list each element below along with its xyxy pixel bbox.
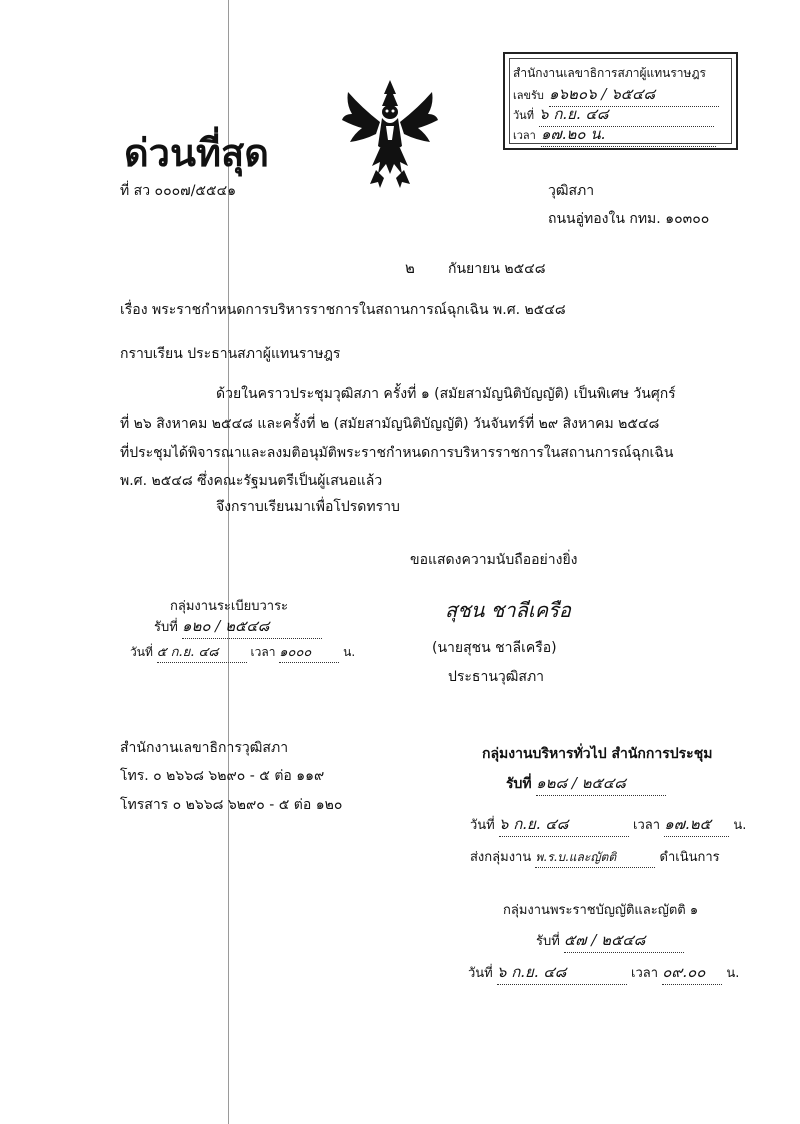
stamp-bottom-time-label: เวลา: [631, 966, 659, 981]
date-day: ๒: [405, 259, 415, 277]
stamp-top-no-value: ๑๖๒๐๖ / ๖๕๔๘: [549, 82, 719, 107]
stamp-top-time-label: เวลา: [513, 129, 536, 142]
stamp-mid-action: ดำเนินการ: [659, 850, 720, 865]
stamp-left-no-value: ๑๒๐ / ๒๕๔๘: [182, 614, 322, 639]
garuda-emblem-icon: [340, 78, 440, 190]
signer-name: (นายสุชน ชาลีเครือ): [432, 640, 557, 656]
stamp-bottom-date-value: ๖ ก.ย. ๔๘: [497, 960, 627, 985]
reference-number: ที่ สว ๐๐๐๗/๕๕๔๑: [120, 183, 237, 199]
stamp-bottom-title: กลุ่มงานพระราชบัญญัติและญัตติ ๑: [503, 903, 699, 918]
sender-name: วุฒิสภา: [548, 183, 595, 199]
stamp-mid-time-value: ๑๗.๒๕: [664, 812, 729, 837]
body-line-5: จึงกราบเรียนมาเพื่อโปรดทราบ: [216, 499, 400, 515]
subject-line: เรื่อง พระราชกำหนดการบริหารราชการในสถานการณ์ฉุกเฉิน พ.ศ. ๒๕๔๘: [120, 302, 566, 318]
stamp-mid-title: กลุ่มงานบริหารทั่วไป สำนักการประชุม: [482, 746, 713, 762]
stamp-left-no-label: รับที่: [154, 620, 178, 635]
stamp-bottom-time-value: ๐๙.๐๐: [662, 960, 722, 985]
stamp-mid-time-label: เวลา: [633, 818, 661, 833]
stamp-left-date-value: ๕ ก.ย. ๔๘: [157, 641, 247, 663]
stamp-mid-send-label: ส่งกลุ่มงาน: [470, 850, 532, 865]
stamp-mid-no-value: ๑๒๘ / ๒๕๔๘: [536, 771, 666, 796]
stamp-top-office: สำนักงานเลขาธิการสภาผู้แทนราษฎร: [513, 66, 706, 80]
stamp-left-time-value: ๑๐๐๐: [279, 641, 339, 663]
stamp-top-time-value: ๑๗.๒๐ น.: [541, 122, 716, 147]
stamp-mid-date-value: ๖ ก.ย. ๔๘: [499, 812, 629, 837]
stamp-left-time-label: เวลา: [250, 645, 276, 659]
body-line-3: ที่ประชุมได้พิจารณาและลงมติอนุมัติพระราชกำหนดการบริหารราชการในสถานการณ์ฉุกเฉิน: [120, 445, 674, 461]
date-month-year: กันยายน ๒๕๔๘: [448, 261, 546, 277]
stamp-top-no-label: เลขรับ: [513, 89, 544, 102]
signature: สุชน ชาลีเครือ: [445, 598, 571, 622]
urgency-heading: ด่วนที่สุด: [124, 131, 269, 175]
body-line-4: พ.ศ. ๒๕๔๘ ซึ่งคณะรัฐมนตรีเป็นผู้เสนอแล้ว: [120, 473, 383, 489]
stamp-left-date-label: วันที่: [130, 645, 153, 659]
stamp-bottom-date-label: วันที่: [468, 966, 493, 981]
stamp-bottom-unit: น.: [726, 966, 740, 981]
salutation-line: กราบเรียน ประธานสภาผู้แทนราษฎร: [120, 346, 341, 362]
stamp-top-date-label: วันที่: [513, 109, 534, 122]
stamp-top-date-value: ๖ ก.ย. ๔๘: [539, 102, 714, 127]
closing-line: ขอแสดงความนับถืออย่างยิ่ง: [410, 552, 578, 568]
stamp-mid-date-label: วันที่: [470, 818, 495, 833]
stamp-mid-unit: น.: [733, 818, 747, 833]
stamp-bottom-no-value: ๕๗ / ๒๕๔๘: [564, 928, 684, 953]
body-line-2: ที่ ๒๖ สิงหาคม ๒๕๔๘ และครั้งที่ ๒ (สมัยสามัญนิติบัญญัติ) วันจันทร์ที่ ๒๙ สิงหาคม ๒๕๔๘: [120, 416, 660, 432]
sender-address: ถนนอู่ทองใน กทม. ๑๐๓๐๐: [548, 211, 710, 227]
stamp-mid-no-label: รับที่: [506, 776, 532, 792]
footer-tel: โทร. ๐ ๒๖๖๘ ๖๒๙๐ - ๕ ต่อ ๑๑๙: [120, 768, 325, 784]
stamp-mid-send-value: พ.ร.บ.และญัตติ: [535, 848, 655, 868]
stamp-left-title: กลุ่มงานระเบียบวาระ: [170, 599, 289, 614]
body-line-1: ด้วยในคราวประชุมวุฒิสภา ครั้งที่ ๑ (สมัยสามัญนิติบัญญัติ) เป็นพิเศษ วันศุกร์: [216, 386, 676, 402]
stamp-bottom-no-label: รับที่: [536, 934, 560, 949]
receipt-stamp-top: [503, 52, 738, 150]
footer-office: สำนักงานเลขาธิการวุฒิสภา: [120, 740, 289, 756]
footer-fax: โทรสาร ๐ ๒๖๖๘ ๖๒๙๐ - ๕ ต่อ ๑๒๐: [120, 797, 343, 813]
signer-title: ประธานวุฒิสภา: [448, 669, 545, 685]
stamp-left-unit: น.: [343, 645, 356, 659]
